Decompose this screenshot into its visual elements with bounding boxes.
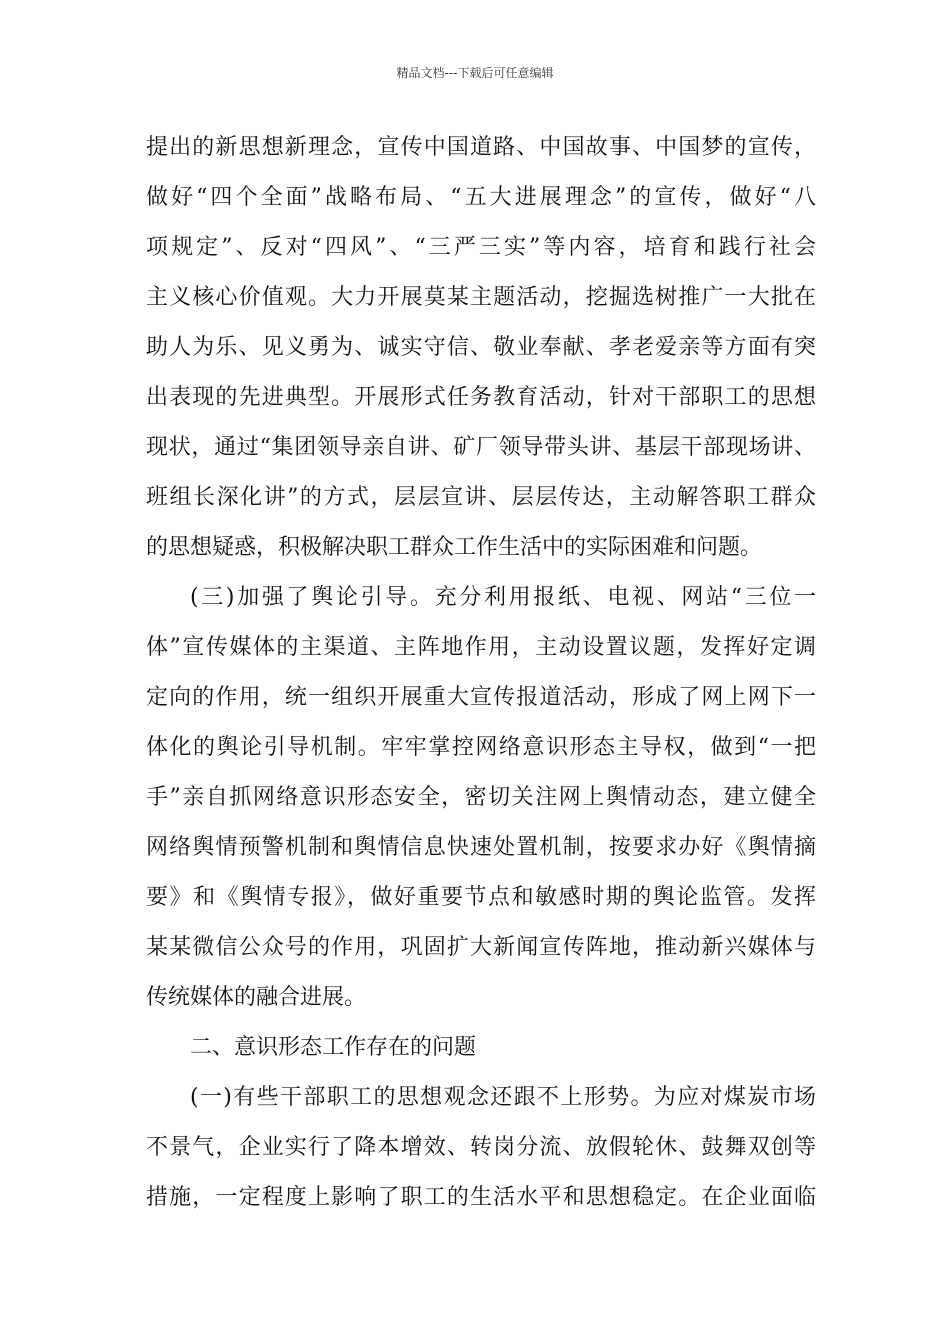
document-body [146,130,816,1230]
text-line: 助人为乐、见义勇为、诚实守信、敬业奉献、孝老爱亲等方面有突 [146,335,816,360]
text-line: 出表现的先进典型。开展形式任务教育活动，针对干部职工的思想 [146,385,816,410]
text-line: 不景气，企业实行了降本增效、转岗分流、放假轮休、鼓舞双创等 [146,1135,816,1160]
text-line: 项规定”、反对“四风”、“三严三实”等内容，培育和践行社会 [146,235,816,260]
text-line: 体”宣传媒体的主渠道、主阵地作用，主动设置议题，发挥好定调 [146,635,816,660]
text-line: 提出的新思想新理念，宣传中国道路、中国故事、中国梦的宣传， [146,135,816,160]
text-line: 现状，通过“集团领导亲自讲、矿厂领导带头讲、基层干部现场讲、 [146,435,816,460]
page-header: 精品文档---下载后可任意编辑 [396,66,554,80]
text-line: 的思想疑惑，积极解决职工群众工作生活中的实际困难和问题。 [146,535,763,560]
text-line: 措施，一定程度上影响了职工的生活水平和思想稳定。在企业面临 [146,1185,816,1210]
text-line: (一)有些干部职工的思想观念还跟不上形势。为应对煤炭市场 [190,1085,816,1110]
text-line: 网络舆情预警机制和舆情信息快速处置机制，按要求办好《舆情摘 [146,835,816,860]
text-line: 主义核心价值观。大力开展莫某主题活动，挖掘选树推广一大批在 [146,285,816,310]
text-line: 要》和《舆情专报》，做好重要节点和敏感时期的舆论监管。发挥 [146,885,816,910]
section-heading: 二、意识形态工作存在的问题 [190,1035,477,1060]
text-line: 手”亲自抓网络意识形态安全，密切关注网上舆情动态，建立健全 [146,785,816,810]
text-line: 体化的舆论引导机制。牢牢掌控网络意识形态主导权，做到“一把 [146,735,816,760]
text-line: 传统媒体的融合进展。 [146,985,367,1010]
text-line: (三)加强了舆论引导。充分利用报纸、电视、网站“三位一 [190,585,816,610]
text-line: 班组长深化讲”的方式，层层宣讲、层层传达，主动解答职工群众 [146,485,816,510]
text-line: 做好“四个全面”战略布局、“五大进展理念”的宣传，做好“八 [146,185,816,210]
text-line: 定向的作用，统一组织开展重大宣传报道活动，形成了网上网下一 [146,685,816,710]
text-line: 某某微信公众号的作用，巩固扩大新闻宣传阵地，推动新兴媒体与 [146,935,816,960]
